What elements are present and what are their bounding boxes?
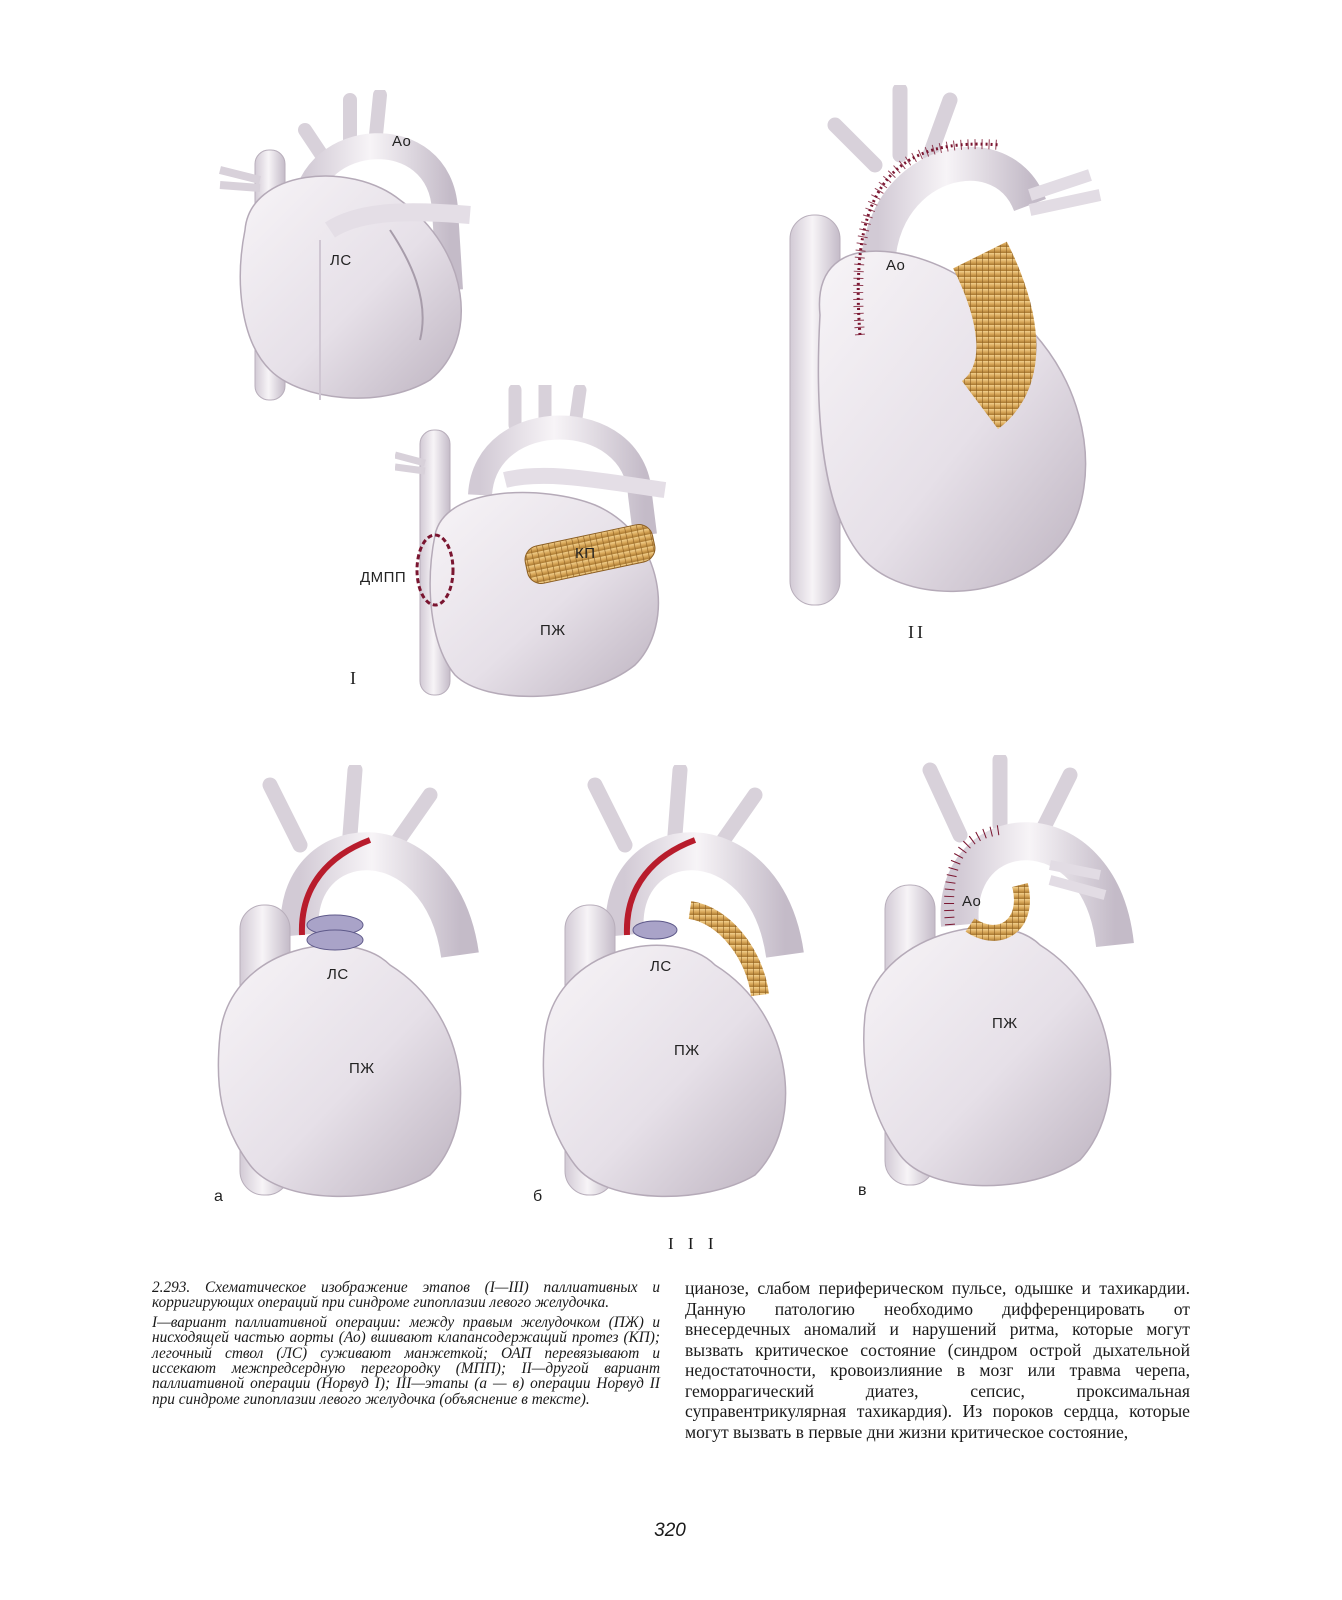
caption-body: I—вариант паллиативной операции: между правым желудочком (ПЖ) и нисходящей частью аорты (Ао) вшивают клапансодержащий протез (КП); легочный ствол (ЛС) суживают манжеткой; ОАП перевязывают и иссекают межпредсердную перегородку (МПП); II—другой вариант паллиативной операции (Норвуд I); III—этапы (а — в) операции Норвуд II при синдроме гипоплазии левого желудочка (объяснение в тексте). [152, 1313, 660, 1408]
label-ao: Ао [392, 133, 412, 150]
sub-label-v: в [858, 1182, 867, 1199]
figure-caption [152, 1280, 660, 1411]
heart-illustration-i-top [210, 90, 490, 410]
label-dmpp: ДМПП [360, 569, 407, 586]
label-ao-ii: Ао [886, 257, 906, 274]
heart-illustration-i-bottom [395, 385, 685, 705]
label-ao-iiiv: Ао [962, 893, 982, 910]
stage-label-i: I [350, 668, 359, 688]
heart-illustration-iii-v [850, 755, 1140, 1195]
label-ls-iiib: ЛС [650, 958, 672, 975]
page-number: 320 [654, 1520, 686, 1541]
stage-label-iii: I I I [668, 1234, 719, 1253]
heart-illustration-iii-a [200, 765, 490, 1205]
label-pzh: ПЖ [540, 622, 566, 639]
label-pzh-iiiv: ПЖ [992, 1015, 1018, 1032]
heart-illustration-iii-b [525, 765, 815, 1205]
body-text: цианозе, слабом периферическом пульсе, одышке и тахикардии. Данную патологию необходимо дифференцировать от внесердечных аномалий и нарушений ритма, которые могут вызвать критическое состояние (синдром острой дыхательной недостаточности, кровоизлияние в мозг или травма черепа, геморрагический диатез, сепсис, проксимальная суправентрикулярная тахикардия). Из пороков сердца, которые могут вызвать в первые дни жизни критическое состояние, [685, 1278, 1190, 1442]
label-pzh-iiia: ПЖ [349, 1060, 375, 1077]
label-kp: КП [575, 545, 596, 562]
heart-illustration-ii [760, 85, 1130, 615]
caption-title: 2.293. Схематическое изображение этапов (I—III) паллиативных и корригирующих операций при синдроме гипоплазии левого желудочка. [152, 1279, 660, 1312]
sub-label-b: б [533, 1188, 543, 1205]
label-ls: ЛС [330, 252, 352, 269]
label-pzh-iiib: ПЖ [674, 1042, 700, 1059]
label-ls-iiia: ЛС [327, 966, 349, 983]
sub-label-a: а [214, 1188, 223, 1205]
stage-label-ii: II [908, 622, 926, 642]
